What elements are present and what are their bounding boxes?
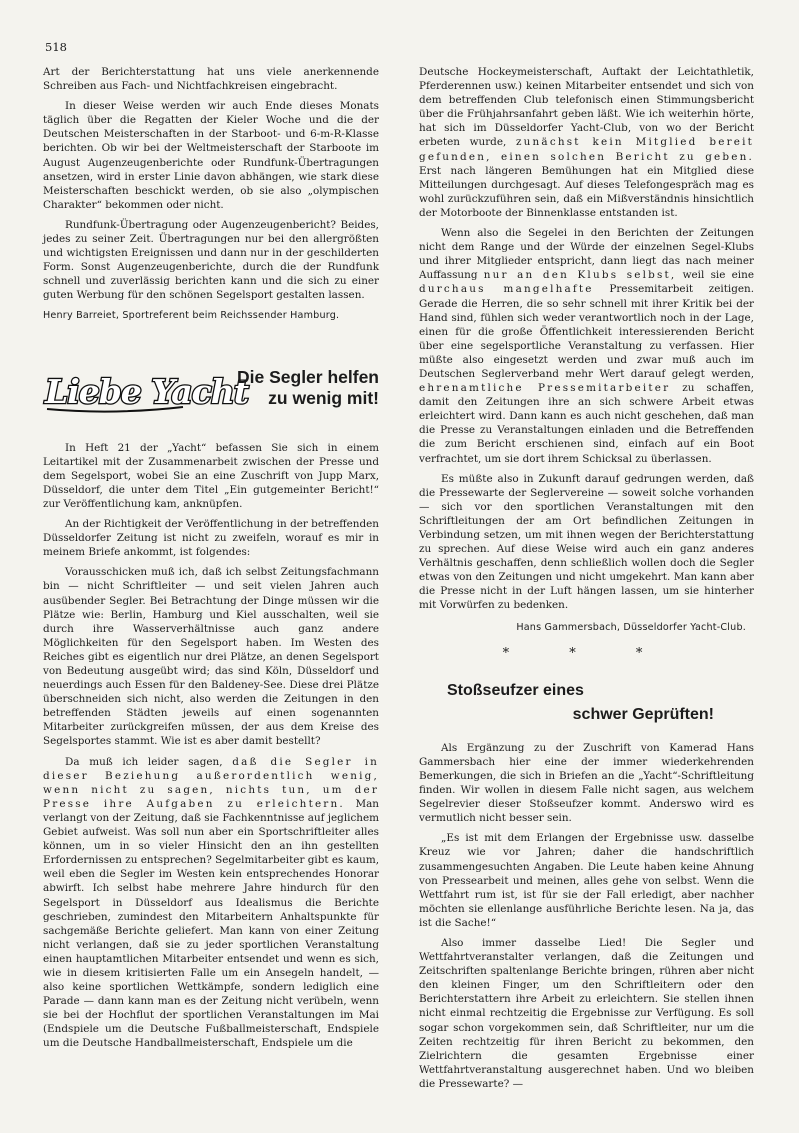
- section-heading: [209, 367, 379, 409]
- text-run: Wenn also die Segelei in den Berichten der Zeitungen nicht dem Range und der Würde der einzelnen Segel-Klubs und ihrer Mitglieder entspricht, dann liegt das nach meiner Auffassung: [419, 227, 754, 282]
- section-divider: * * *: [502, 645, 671, 661]
- letters-section-header: [43, 363, 379, 441]
- paragraph: Als Ergänzung zu der Zuschrift von Kamerad Hans Gammersbach hier eine der immer wiederkehrenden Bemerkungen, die sich in Briefen an die „Yacht“-Schriftleitung finden. Wir wollen in diesem Falle nicht sagen, aus welchem Segelrevier dieser Stoßseufzer kommt. Anderswo wird es vermutlich nicht besser sein.: [419, 741, 754, 825]
- text-run: zu schaffen, damit den Zeitungen ihre an sich schwere Arbeit etwas erleichtert wird. Dann kann es auch nicht geschehen, daß man die Presse zu Veranstaltungen einladen und die Betreffenden die zum Bericht erschienen sind, einfach auf ein Boot verfrachtet, um sie dort ihrem Schicksal zu überlassen.: [419, 382, 754, 465]
- paragraph: [419, 226, 754, 466]
- paragraph: Also immer dasselbe Lied! Die Segler und Wettfahrtveranstalter verlangen, daß die Zeitungen und Zeitschriften spaltenlange Berichte bringen, rühren aber nicht den kleinen Finger, um den Schriftleitern oder den Berichterstattern ihre Arbeit zu erleichtern. Sie stellen ihnen nicht einmal rechtzeitig die Ergebnisse zur Verfügung. Es soll sogar schon vorgekommen sein, daß Schriftleiter, nur um die Zeiten rechtzeitig für ihren Bericht zu bekommen, den Zielrichtern die gesamten Ergebnisse einer Wettfahrtveranstaltung ausgerechnet haben. Und wo bleiben die Pressewarte? —: [419, 936, 754, 1090]
- quote-paragraph: „Es ist mit dem Erlangen der Ergebnisse usw. dasselbe Kreuz wie vor Jahren; daher die handschriftlich zusammengesuchten Angaben. Die Leute haben keine Ahnung von Pressearbeit und meinen, alles gehe von selbst. Wenn die Wettfahrt rum ist, ist für sie der Fall erledigt, aber nachher möchten sie ellenlange ausführliche Berichte lesen. Na ja, das ist die Sache!“: [419, 832, 754, 929]
- paragraph: Rundfunk-Übertragung oder Augenzeugenbericht? Beides, jedes zu seiner Zeit. Übertragungen nur bei den allergrößten und wichtigsten Ereignissen und dann nur in der geschilderten Form. Sonst Augenzeugenberichte, durch die der Rundfunk schnell und zuverlässig berichten kann und die sich zu einer guten Werbung für den schönen Segelsport gestalten lassen.: [43, 218, 379, 302]
- heading-line: Die Segler helfen: [237, 366, 379, 387]
- paragraph: [43, 755, 379, 1051]
- right-column: [419, 65, 754, 1097]
- emphasized-text: nur an den Klubs selbst,: [483, 269, 677, 282]
- page-number: 518: [45, 40, 67, 54]
- text-run: Erst nach längeren Bemühungen hat ein Mitglied diese Mitteilungen durchgesagt. Auf dieses Telefongespräch mag es wohl zurückzuführen sein, daß ein Mißverständnis hinsichtlich der Motorboote der Binnenklasse entstanden ist.: [419, 164, 754, 219]
- emphasized-text: ehrenamtliche Pressemitarbeiter: [419, 382, 671, 395]
- paragraph: Es müßte also in Zukunft darauf gedrungen werden, daß die Pressewarte der Seglervereine — soweit solche vorhanden — sich vor den sportlichen Veranstaltungen mit den Schriftleitungen der am Ort befindlichen Zeitungen in Verbindung setzen, um mit ihnen wegen der Berichterstattung zu sprechen. Auf diese Weise wird auch ein ganz anderes Verhältnis geschaffen, denn schließlich wollen doch die Segler etwas von den Zeitungen und nicht umgekehrt. Man kann aber die Presse nicht in der Luft hängen lassen, um sie hinterher mit Vorwürfen zu bedenken.: [419, 472, 754, 612]
- author-signature: Henry Barreiet, Sportreferent beim Reichssender Hamburg.: [43, 309, 340, 321]
- heading-line: schwer Geprüften!: [572, 705, 714, 723]
- heading-line: zu wenig mit!: [268, 387, 379, 408]
- paragraph: [419, 65, 754, 220]
- paragraph: Art der Berichterstattung hat uns viele anerkennende Schreiben aus Fach- und Nichtfachkreisen eingebracht.: [43, 66, 379, 93]
- text-run: weil sie eine: [682, 269, 754, 282]
- paragraph: Vorausschicken muß ich, daß ich selbst Zeitungsfachmann bin — nicht Schriftleiter — und seit vielen Jahren auch ausübender Segler. Bei Betrachtung der Dinge müssen wir die Plätze wie: Berlin, Hamburg und Kiel ausschalten, weil sie durch ihre Wasserverhältnisse auch ganz andere Möglichkeiten für den Segelsport haben. Im Westen des Reiches gibt es eigentlich nur drei Plätze, an denen Segelsport von Bedeutung ausgeübt wird; das sind Köln, Düsseldorf und neuerdings auch Essen für den Baldeney-See. Diese drei Plätze überschneiden sich nicht, also werden die Zeitungen in den betreffenden Städten jeweils auf einen sogenannten Mitarbeiter zurückgreifen müssen, der aus dem Kreise des Segelsportes stammt. Wie ist es aber damit bestellt?: [43, 566, 379, 748]
- liebe-yacht-logo: [43, 363, 249, 417]
- heading-line: Stoßseufzer eines: [447, 681, 584, 699]
- svg-text:Liebe Yacht: Liebe Yacht: [45, 371, 249, 411]
- text-run: Da muß ich leider sagen,: [65, 755, 223, 768]
- text-run: Deutsche Hockeymeisterschaft, Auftakt der Leichtathletik, Pferderennen usw.) keinen Mitarbeiter entsendet und sich von dem betreffenden Club telefonisch einen Stimmungsbericht über die Frühjahrsanfahrt geben läßt. Wie ich weiterhin hörte, hat sich im Düsseldorfer Yacht-Club, von wo der Bericht erbeten wurde,: [419, 66, 754, 149]
- left-column: [43, 65, 379, 1057]
- paragraph: In Heft 21 der „Yacht“ befassen Sie sich in einem Leitartikel mit der Zusammenarbeit zwischen der Presse und dem Segelsport, wobei Sie an eine Zuschrift von Jupp Marx, Düsseldorf, die unter dem Titel „Ein gutgemeinter Bericht!“ zur Veröffentlichung kam, anknüpfen.: [43, 441, 379, 510]
- author-signature: Hans Gammersbach, Düsseldorfer Yacht-Club.: [516, 621, 746, 633]
- emphasized-text: daß die Segler in dieser Beziehung außerordentlich wenig, wenn nicht zu sagen, nichts tun, um der Presse ihre Aufgaben zu erleichtern.: [43, 755, 379, 810]
- emphasized-text: zunächst kein Mitglied bereit gefunden, einen solchen Bericht zu geben.: [419, 136, 754, 163]
- section-heading: [419, 679, 754, 727]
- text-run: Pressemitarbeit zeitigen. Gerade die Herren, die so sehr schnell mit ihrer Kritik bei der Hand sind, fühlen sich weder verantwortlich noch in der Lage, einen für die große Öffentlichkeit interessierenden Bericht über eine segelsportliche Veranstaltung zu verfassen. Hier müßte also eingesetzt werden und zwar muß auch im Deutschen Seglerverband mehr Wert darauf gelegt werden,: [419, 283, 755, 380]
- paragraph: In dieser Weise werden wir auch Ende dieses Monats täglich über die Regatten der Kieler Woche und die der Deutschen Meisterschaften in der Starboot- und 6-m-R-Klasse berichten. Ob wir bei der Weltmeisterschaft der Starboote im August Augenzeugenberichte oder Rundfunk-Übertragungen ansetzen, wird in erster Linie davon abhängen, wie stark diese Meisterschaften beschickt werden, ob sie also „olympischen Charakter“ bekommen oder nicht.: [43, 100, 379, 211]
- text-run: Man verlangt von der Zeitung, daß sie Fachkenntnisse auf jeglichem Gebiet aufweist. Was soll nun aber ein Sportschriftleiter alles können, um in so vieler Hinsicht den an ihn gestellten Erfordernissen zu entsprechen? Segelmitarbeiter gibt es kaum, weil eben die Segler im Westen kein entsprechendes Honorar abwirft. Ich selbst habe mehrere Jahre hindurch für den Segelsport in Düsseldorf aus Idealismus die Berichte geschrieben, zumindest den Mitarbeitern Anhaltspunkte für sachgemäße Berichte geliefert. Man kann von einer Zeitung nicht verlangen, daß sie zu jeder sportlichen Veranstaltung einen hauptamtlichen Mitarbeiter entsendet und wenn es sich, wie in diesem kritisierten Falle um ein Ansegeln handelt, — also keine sportlichen Wettkämpfe, sondern lediglich eine Parade — dann kann man es der Zeitung nicht verübeln, wenn sie bei der Hochflut der sportlichen Veranstaltungen im Mai (Endspiele um die Deutsche Fußballmeisterschaft, Endspiele um die Deutsche Handballmeisterschaft, Endspiele um die: [43, 797, 379, 1050]
- paragraph: An der Richtigkeit der Veröffentlichung in der betreffenden Düsseldorfer Zeitung ist nicht zu zweifeln, worauf es mir in meinem Briefe ankommt, ist folgendes:: [43, 518, 379, 559]
- emphasized-text: durchaus mangelhafte: [419, 283, 594, 296]
